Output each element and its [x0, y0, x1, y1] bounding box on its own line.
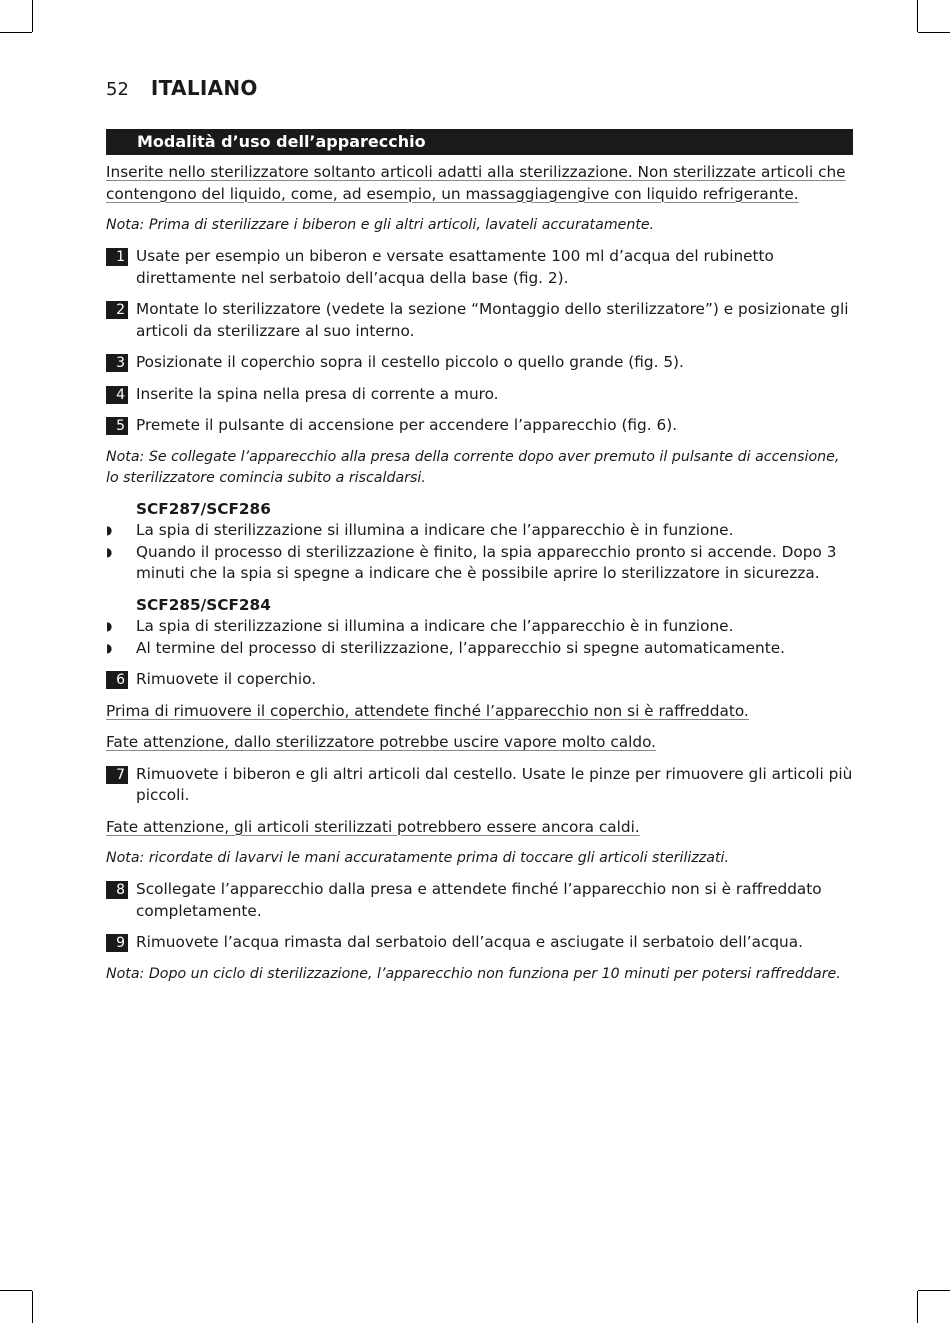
- step-8: [106, 879, 856, 922]
- crop-mark-bottom-right-h: [918, 1290, 950, 1291]
- step-text: Rimuovete l’acqua rimasta dal serbatoio dell’acqua e asciugate il serbatoio dell’acqua.: [136, 933, 803, 951]
- step-text: Usate per esempio un biberon e versate esattamente 100 ml d’acqua del rubinetto direttamente nel serbatoio dell’acqua della base (fig. 2).: [136, 247, 774, 287]
- step-text: Posizionate il coperchio sopra il cestello piccolo o quello grande (fig. 5).: [136, 353, 684, 371]
- bullet-icon: ◗: [106, 619, 113, 633]
- bullet-icon: ◗: [106, 640, 113, 655]
- caution-cool-down: Prima di rimuovere il coperchio, attendete finché l’apparecchio non si è raffreddato.: [106, 701, 749, 720]
- page-number: 52: [106, 79, 129, 100]
- caution-hot-items: Fate attenzione, gli articoli sterilizzati potrebbero essere ancora caldi.: [106, 817, 640, 836]
- model-title: SCF285/SCF284: [136, 595, 271, 614]
- list-item: [106, 638, 856, 660]
- step-7: [106, 764, 856, 807]
- bullet-icon: ◗: [106, 544, 113, 559]
- list-item: [106, 542, 856, 585]
- step-5: [106, 415, 856, 437]
- step-number: 9: [106, 934, 128, 952]
- caution-steam: Fate attenzione, dallo sterilizzatore potrebbe uscire vapore molto caldo.: [106, 733, 657, 751]
- step-1: [106, 246, 856, 289]
- step-6: [106, 669, 856, 691]
- crop-mark-top-right-v: [917, 0, 918, 32]
- step-number: 4: [106, 386, 128, 404]
- step-4: [106, 384, 856, 406]
- list-item: [106, 520, 856, 542]
- crop-mark-top-left-v: [32, 0, 33, 32]
- crop-mark-top-left-h: [0, 32, 32, 33]
- model-title: SCF287/SCF286: [136, 499, 271, 518]
- step-text: Premete il pulsante di accensione per accendere l’apparecchio (fig. 6).: [136, 416, 678, 434]
- bullet-text: La spia di sterilizzazione si illumina a indicare che l’apparecchio è in funzione.: [136, 521, 734, 539]
- crop-mark-bottom-right-v: [917, 1291, 918, 1323]
- step-text: Rimuovete il coperchio.: [136, 670, 317, 688]
- step-text: Rimuovete i biberon e gli altri articoli dal cestello. Usate le pinze per rimuovere gli articoli più piccoli.: [136, 764, 853, 804]
- note-hands: Nota: ricordate di lavarvi le mani accuratamente prima di toccare gli articoli sterilizzati.: [106, 850, 729, 866]
- intro-note: Nota: Prima di sterilizzare i biberon e gli altri articoli, lavateli accuratamente.: [106, 217, 655, 233]
- bullet-text: Quando il processo di sterilizzazione è finito, la spia apparecchio pronto si accende. Dopo 3 minuti che la spia si spegne a indicare che è possibile aprire lo sterilizzatore in sicurezza.: [136, 542, 837, 582]
- bullet-text: Al termine del processo di sterilizzazione, l’apparecchio si spegne automaticamente.: [136, 638, 785, 657]
- step-number: 8: [106, 881, 128, 899]
- step-number: 2: [106, 301, 128, 319]
- main-content: [106, 162, 856, 985]
- language-title: ITALIANO: [150, 76, 258, 100]
- step-2: [106, 299, 856, 342]
- step-number: 3: [106, 354, 128, 372]
- step-text: Montate lo sterilizzatore (vedete la sezione “Montaggio dello sterilizzatore”) e posizionate gli articoli da sterilizzare al suo interno.: [136, 300, 849, 340]
- step-text: Scollegate l’apparecchio dalla presa e attendete finché l’apparecchio non si è raffreddato completamente.: [136, 880, 822, 920]
- intro-warning: Inserite nello sterilizzatore soltanto articoli adatti alla sterilizzazione. Non sterilizzate articoli che contengono del liquido, come, ad esempio, un massaggiagengive con liquido refrigerante.: [106, 163, 846, 203]
- step-3: [106, 352, 856, 374]
- crop-mark-bottom-left-h: [0, 1290, 32, 1291]
- page-header: [106, 76, 258, 104]
- bullet-text: La spia di sterilizzazione si illumina a indicare che l’apparecchio è in funzione.: [136, 617, 734, 635]
- section-title: Modalità d’uso dell’apparecchio: [106, 129, 853, 155]
- step-number: 1: [106, 248, 128, 266]
- bullet-icon: ◗: [106, 523, 113, 537]
- note-cycle: Nota: Dopo un ciclo di sterilizzazione, l’apparecchio non funziona per 10 minuti per potersi raffreddare.: [106, 965, 841, 982]
- crop-mark-top-right-h: [918, 32, 950, 33]
- step-number: 7: [106, 766, 128, 784]
- step-9: [106, 932, 856, 954]
- list-item: [106, 616, 856, 638]
- step-number: 6: [106, 671, 128, 689]
- crop-mark-bottom-left-v: [32, 1291, 33, 1323]
- note-power: Nota: Se collegate l’apparecchio alla presa della corrente dopo aver premuto il pulsante di accensione, lo sterilizzatore comincia subito a riscaldarsi.: [106, 448, 840, 486]
- step-text: Inserite la spina nella presa di corrente a muro.: [136, 384, 499, 403]
- step-number: 5: [106, 417, 128, 435]
